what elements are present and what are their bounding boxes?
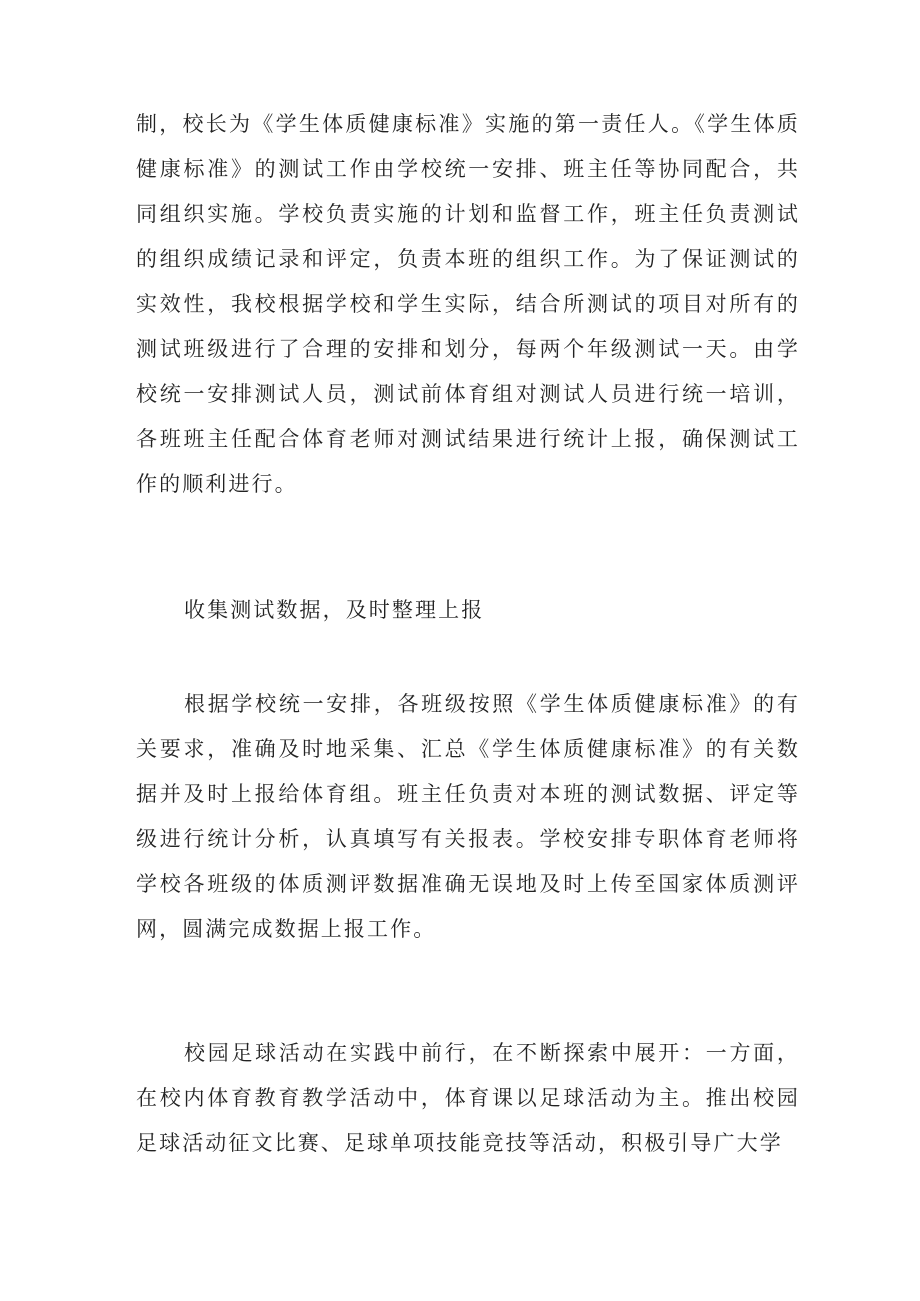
paragraph-test-organization: 制，校长为《学生体质健康标准》实施的第一责任人。《学生体质健康标准》的测试工作由学校统一安排、班主任等协同配合，共同组织实施。学校负责实施的计划和监督工作，班主任负责测试的组织成绩记录和评定，负责本班的组织工作。为了保证测试的实效性，我校根据学校和学生实际，结合所测试的项目对所有的测试班级进行了合理的安排和划分，每两个年级测试一天。由学校统一安排测试人员，测试前体育组对测试人员进行统一培训，各班班主任配合体育老师对测试结果进行统计上报，确保测试工作的顺利进行。	[136, 112, 800, 496]
paragraph-data-reporting: 根据学校统一安排，各班级按照《学生体质健康标准》的有关要求，准确及时地采集、汇总《学生体质健康标准》的有关数据并及时上报给体育组。班主任负责对本班的测试数据、评定等级进行统计分析，认真填写有关报表。学校安排专职体育老师将学校各班级的体质测评数据准确无误地及时上传至国家体质测评网，圆满完成数据上报工作。	[136, 692, 800, 941]
section-heading-collect-data: 收集测试数据，及时整理上报	[184, 598, 485, 622]
paragraph-campus-football: 校园足球活动在实践中前行，在不断探索中展开：一方面，在校内体育教育教学活动中，体育课以足球活动为主。推出校园足球活动征文比赛、足球单项技能竞技等活动，积极引导广大学	[136, 1041, 800, 1155]
